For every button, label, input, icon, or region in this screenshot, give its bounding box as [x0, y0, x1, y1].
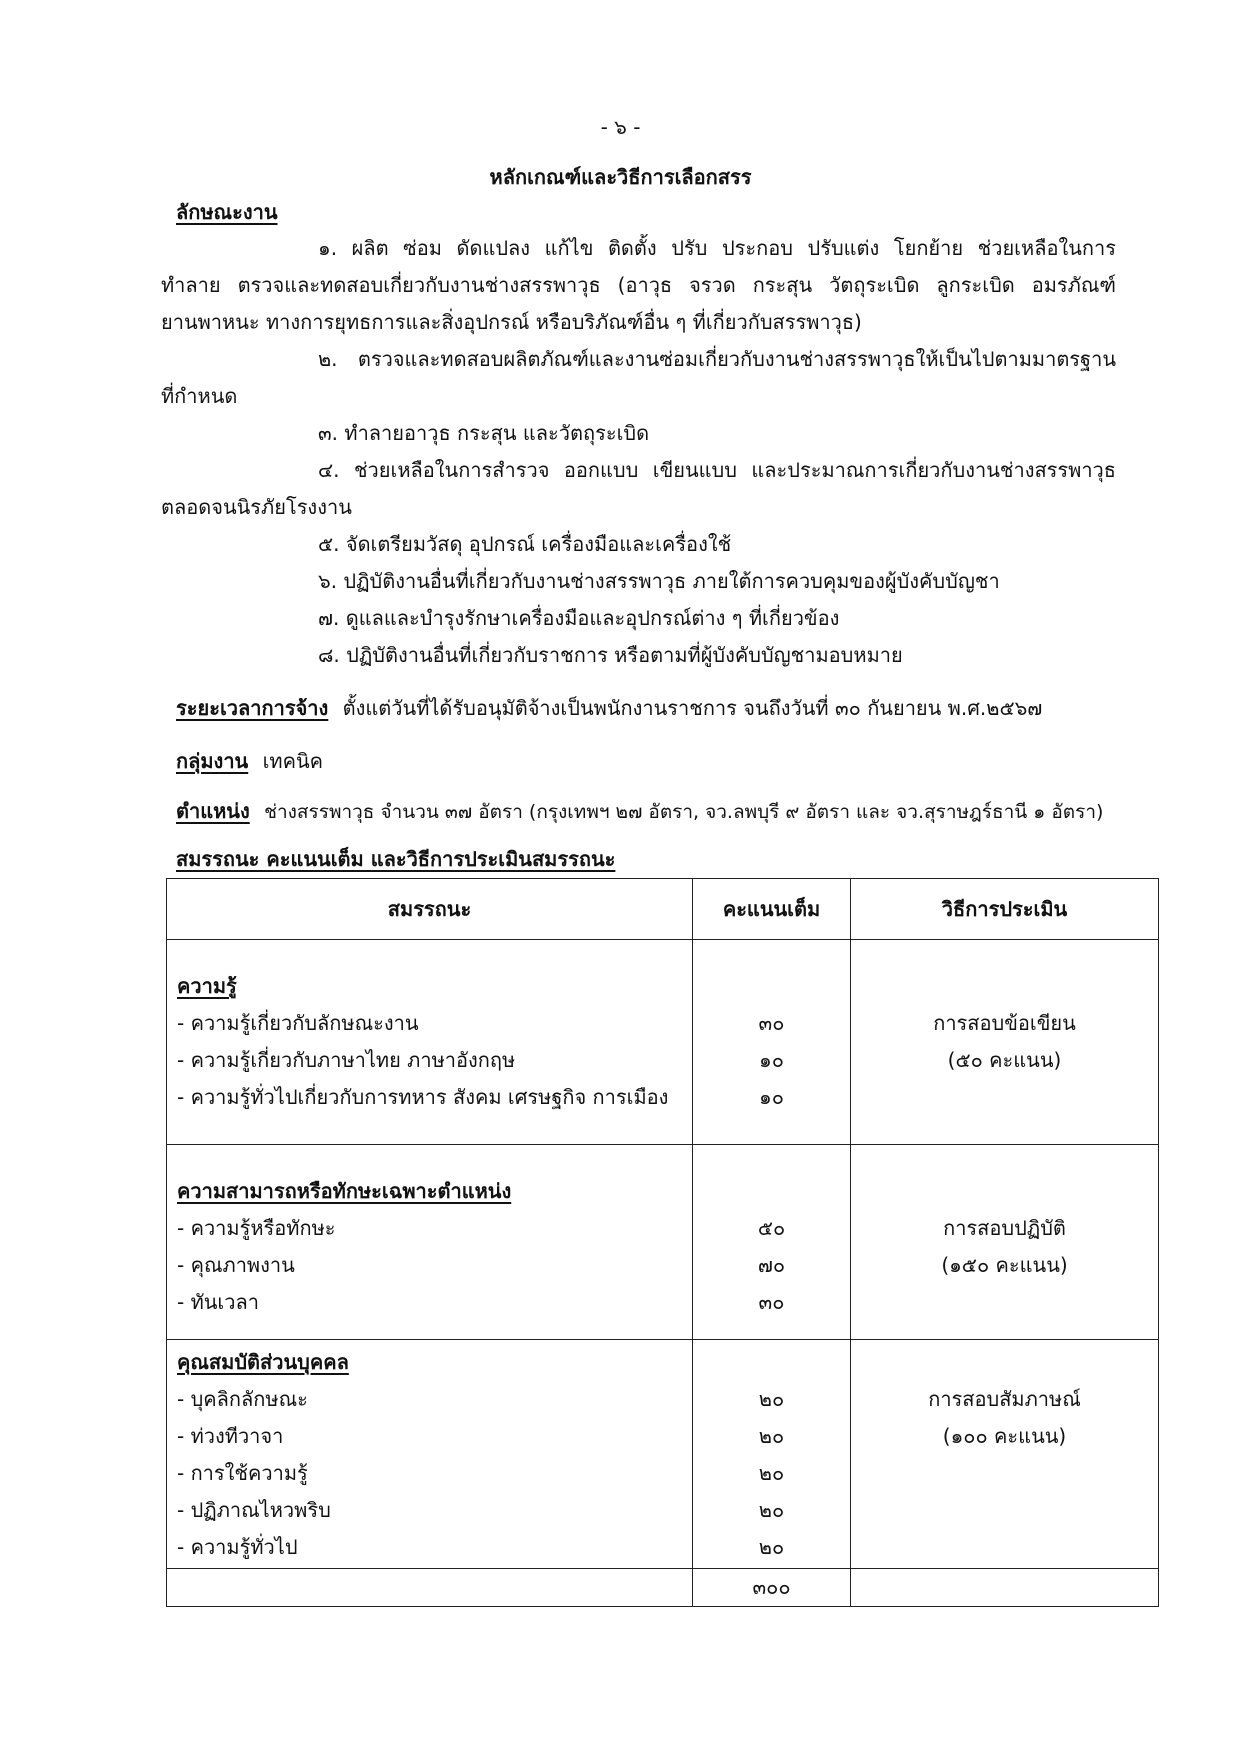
section-skill-method [851, 1145, 1159, 1340]
list-item: - ความรู้เกี่ยวกับลักษณะงาน [177, 1011, 419, 1035]
job-line-9: ๕. จัดเตรียมวัสดุ อุปกรณ์ เครื่องมือและเครื่องใช้ [318, 532, 732, 556]
job-line-11: ๗. ดูแลและบำรุงรักษาเครื่องมือและอุปกรณ์ต่าง ๆ ที่เกี่ยวข้อง [318, 606, 840, 630]
score-value: ๑๐ [759, 1085, 784, 1109]
job-line-7: ๔. ช่วยเหลือในการสำรวจ ออกแบบ เขียนแบบ และประมาณการเกี่ยวกับงานช่างสรรพาวุธ [318, 458, 1116, 482]
job-line-2: ทำลาย ตรวจและทดสอบเกี่ยวกับงานช่างสรรพาวุธ (อาวุธ จรวด กระสุน วัตถุระเบิด ลูกระเบิด อมรภัณฑ์ [161, 273, 1116, 297]
page-number: - ๖ - [600, 115, 641, 139]
employment-period-text: ตั้งแต่วันที่ได้รับอนุมัติจ้างเป็นพนักงานราชการ จนถึงวันที่ ๓๐ กันยายน พ.ศ.๒๕๖๗ [342, 696, 1043, 720]
section-knowledge-scores [693, 940, 851, 1145]
position-label: ตำแหน่ง [176, 799, 250, 823]
total-score: ๓๐๐ [693, 1569, 851, 1607]
score-value: ๓๐ [758, 1011, 785, 1035]
total-label-cell [167, 1569, 693, 1607]
section-personal [167, 1340, 693, 1569]
section-knowledge-method [851, 940, 1159, 1145]
total-method-cell [851, 1569, 1159, 1607]
job-line-6: ๓. ทำลายอาวุธ กระสุน และวัตถุระเบิด [318, 421, 650, 445]
score-value: ๒๐ [758, 1535, 785, 1559]
job-line-4: ๒. ตรวจและทดสอบผลิตภัณฑ์และงานซ่อมเกี่ยวกับงานช่างสรรพาวุธให้เป็นไปตามมาตรฐาน [318, 347, 1116, 371]
section-title: ความรู้ [177, 974, 237, 998]
job-line-8: ตลอดจนนิรภัยโรงงาน [161, 495, 352, 519]
section-personal-method [851, 1340, 1159, 1569]
list-item: - การใช้ความรู้ [177, 1461, 308, 1485]
job-heading: ลักษณะงาน [176, 200, 278, 224]
score-value: ๒๐ [758, 1498, 785, 1522]
section-skill [167, 1145, 693, 1340]
score-value: ๕๐ [757, 1216, 786, 1240]
section-title: ความสามารถหรือทักษะเฉพาะตำแหน่ง [177, 1179, 512, 1203]
job-line-3: ยานพาหนะ ทางการยุทธการและสิ่งอุปกรณ์ หรือบริภัณฑ์อื่น ๆ ที่เกี่ยวกับสรรพาวุธ) [161, 310, 862, 334]
position [176, 797, 1103, 826]
score-value: ๓๐ [758, 1290, 785, 1314]
score-value: ๒๐ [758, 1424, 785, 1448]
work-group-label: กลุ่มงาน [176, 749, 249, 773]
competency-table [166, 878, 1159, 1607]
score-value: ๒๐ [758, 1387, 785, 1411]
section-knowledge [167, 940, 693, 1145]
job-line-5: ที่กำหนด [161, 384, 238, 408]
position-text: ช่างสรรพาวุธ จำนวน ๓๗ อัตรา (กรุงเทพฯ ๒๗ อัตรา, จว.ลพบุรี ๙ อัตรา และ จว.สุราษฎร์ธานี ๑ อัตรา) [264, 801, 1104, 823]
work-group-text: เทคนิค [262, 749, 324, 773]
list-item: - ปฏิภาณไหวพริบ [177, 1498, 331, 1522]
method-name: การสอบสัมภาษณ์ [928, 1387, 1081, 1411]
method-points: (๑๕๐ คะแนน) [941, 1253, 1068, 1277]
table-row [167, 1145, 1159, 1340]
method-points: (๑๐๐ คะแนน) [942, 1424, 1067, 1448]
list-item: - ความรู้หรือทักษะ [177, 1216, 336, 1240]
list-item: - คุณภาพงาน [177, 1253, 295, 1277]
list-item: - ความรู้ทั่วไปเกี่ยวกับการทหาร สังคม เศรษฐกิจ การเมือง [177, 1085, 669, 1109]
table-row [167, 940, 1159, 1145]
list-item: - ความรู้เกี่ยวกับภาษาไทย ภาษาอังกฤษ [177, 1048, 516, 1072]
section-personal-scores [693, 1340, 851, 1569]
header-competency: สมรรถนะ [167, 879, 693, 940]
list-item: - บุคลิกลักษณะ [177, 1387, 308, 1411]
job-line-10: ๖. ปฏิบัติงานอื่นที่เกี่ยวกับงานช่างสรรพาวุธ ภายใต้การควบคุมของผู้บังคับบัญชา [318, 569, 1000, 593]
job-line-12: ๘. ปฏิบัติงานอื่นที่เกี่ยวกับราชการ หรือตามที่ผู้บังคับบัญชามอบหมาย [318, 643, 903, 667]
list-item: - ทันเวลา [177, 1290, 259, 1314]
score-value: ๑๐ [759, 1048, 784, 1072]
list-item: - ท่วงทีวาจา [177, 1424, 284, 1448]
score-value: ๒๐ [758, 1461, 785, 1485]
table-row [167, 1340, 1159, 1569]
section-skill-scores [693, 1145, 851, 1340]
job-line-1: ๑. ผลิต ซ่อม ดัดแปลง แก้ไข ติดตั้ง ปรับ ประกอบ ปรับแต่ง โยกย้าย ช่วยเหลือในการ [318, 236, 1116, 260]
list-item: - ความรู้ทั่วไป [177, 1535, 298, 1559]
header-full-score: คะแนนเต็ม [693, 879, 851, 940]
employment-period-label: ระยะเวลาการจ้าง [176, 696, 329, 720]
header-method: วิธีการประเมิน [851, 879, 1159, 940]
score-value: ๗๐ [757, 1253, 786, 1277]
section-title: คุณสมบัติส่วนบุคคล [177, 1350, 349, 1374]
work-group [176, 747, 323, 775]
page-title: หลักเกณฑ์และวิธีการเลือกสรร [489, 165, 752, 189]
competency-heading: สมรรถนะ คะแนนเต็ม และวิธีการประเมินสมรรถนะ [176, 847, 616, 871]
method-points: (๕๐ คะแนน) [947, 1048, 1062, 1072]
table-header-row [167, 879, 1159, 940]
method-name: การสอบข้อเขียน [933, 1011, 1076, 1035]
method-name: การสอบปฏิบัติ [943, 1216, 1066, 1240]
total-row [167, 1569, 1159, 1607]
employment-period [176, 694, 1042, 722]
